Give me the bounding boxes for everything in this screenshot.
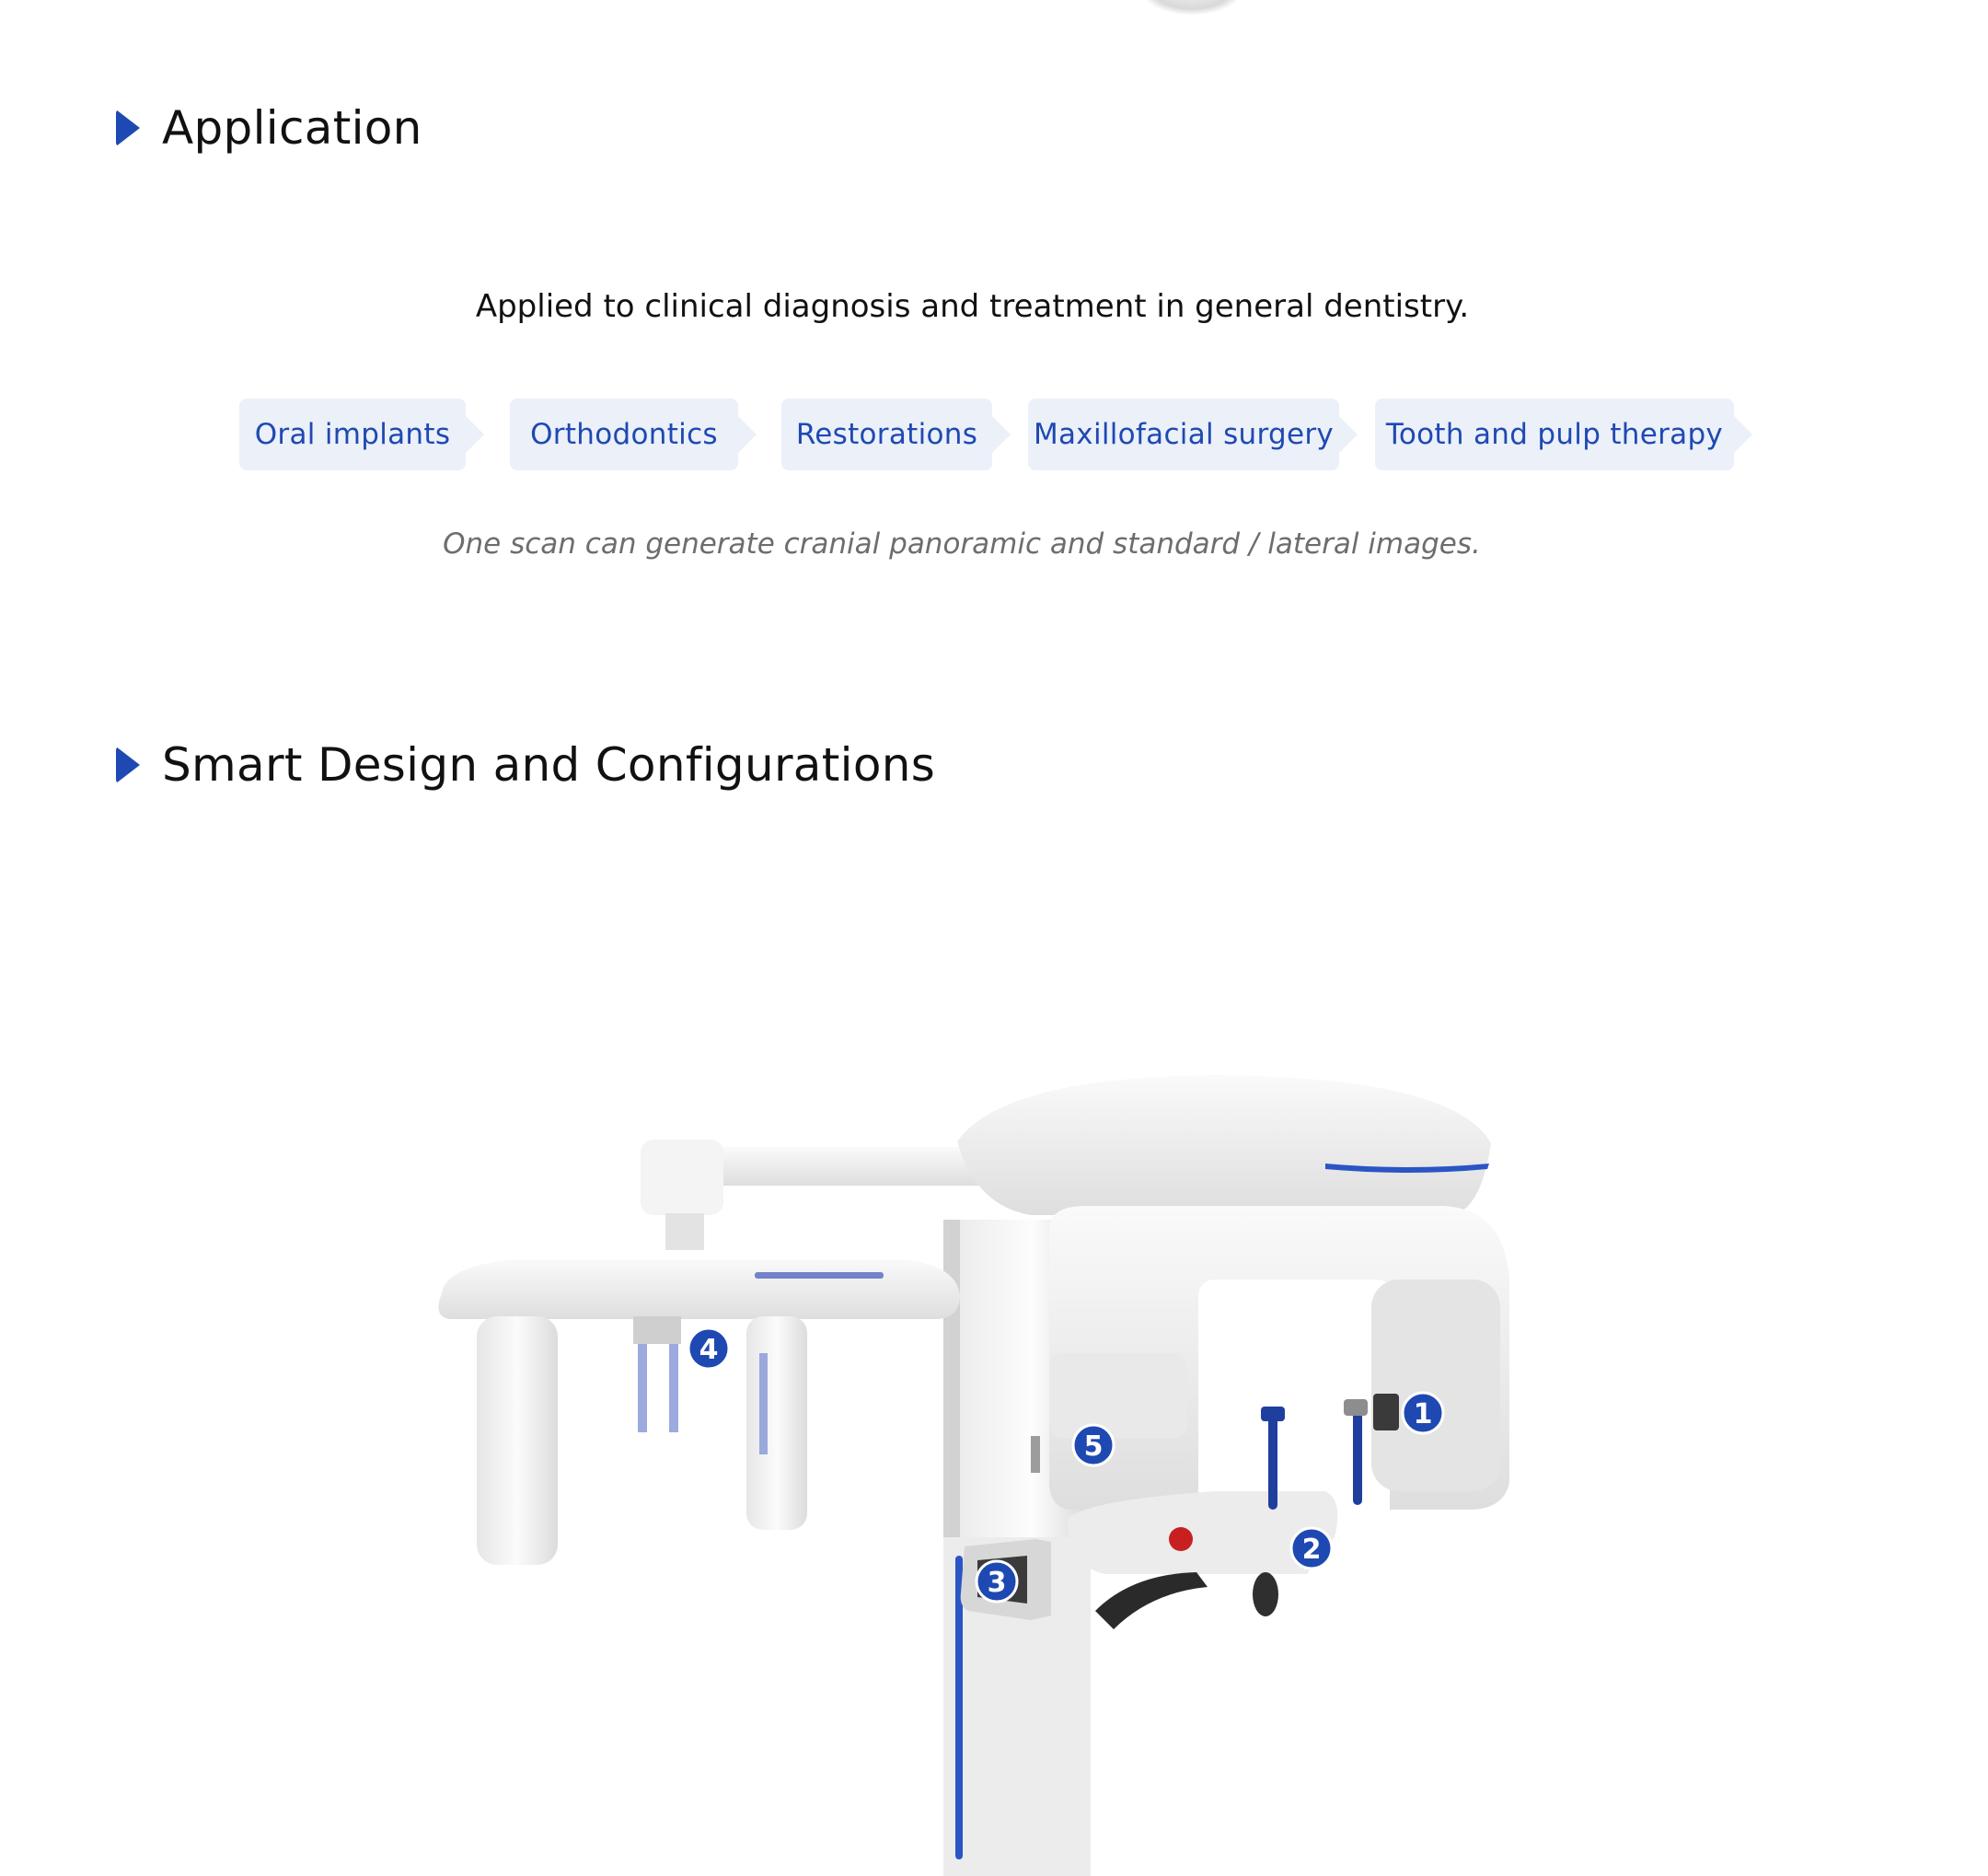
callout-number-4: 4 (699, 1334, 719, 1366)
application-note: One scan can generate cranial panoramic and standard / lateral images. (443, 527, 1481, 561)
dental-xray-unit-drawing (405, 1059, 1601, 1876)
tag-maxillofacial-surgery: Maxillofacial surgery (1028, 399, 1339, 470)
tag-oral-implants: Oral implants (239, 399, 466, 470)
callout-1 (1403, 1393, 1443, 1433)
smart-design-heading (116, 738, 935, 792)
application-lead-text: Applied to clinical diagnosis and treatment in general dentistry. (475, 288, 1470, 325)
section-title: Application (162, 101, 422, 155)
cephalostat (438, 1259, 960, 1565)
callout-2 (1291, 1528, 1332, 1569)
callout-5 (1073, 1425, 1114, 1465)
triangle-right-icon (116, 110, 140, 146)
application-heading (116, 101, 422, 155)
callout-number-2: 2 (1301, 1534, 1322, 1566)
callout-number-1: 1 (1413, 1398, 1433, 1430)
callout-number-5: 5 (1083, 1430, 1104, 1463)
tag-tooth-and-pulp-therapy: Tooth and pulp therapy (1375, 399, 1734, 470)
callout-3 (977, 1561, 1017, 1602)
tag-restorations: Restorations (781, 399, 992, 470)
previous-product-image-edge (1141, 0, 1242, 15)
tag-orthodontics: Orthodontics (510, 399, 738, 470)
tube-head (957, 1075, 1491, 1215)
triangle-right-icon (116, 747, 140, 783)
application-tags (0, 399, 1988, 470)
callout-4 (688, 1328, 729, 1369)
section-title: Smart Design and Configurations (162, 738, 936, 792)
dental-xray-unit-image (405, 1059, 1601, 1876)
callout-number-3: 3 (987, 1567, 1007, 1599)
